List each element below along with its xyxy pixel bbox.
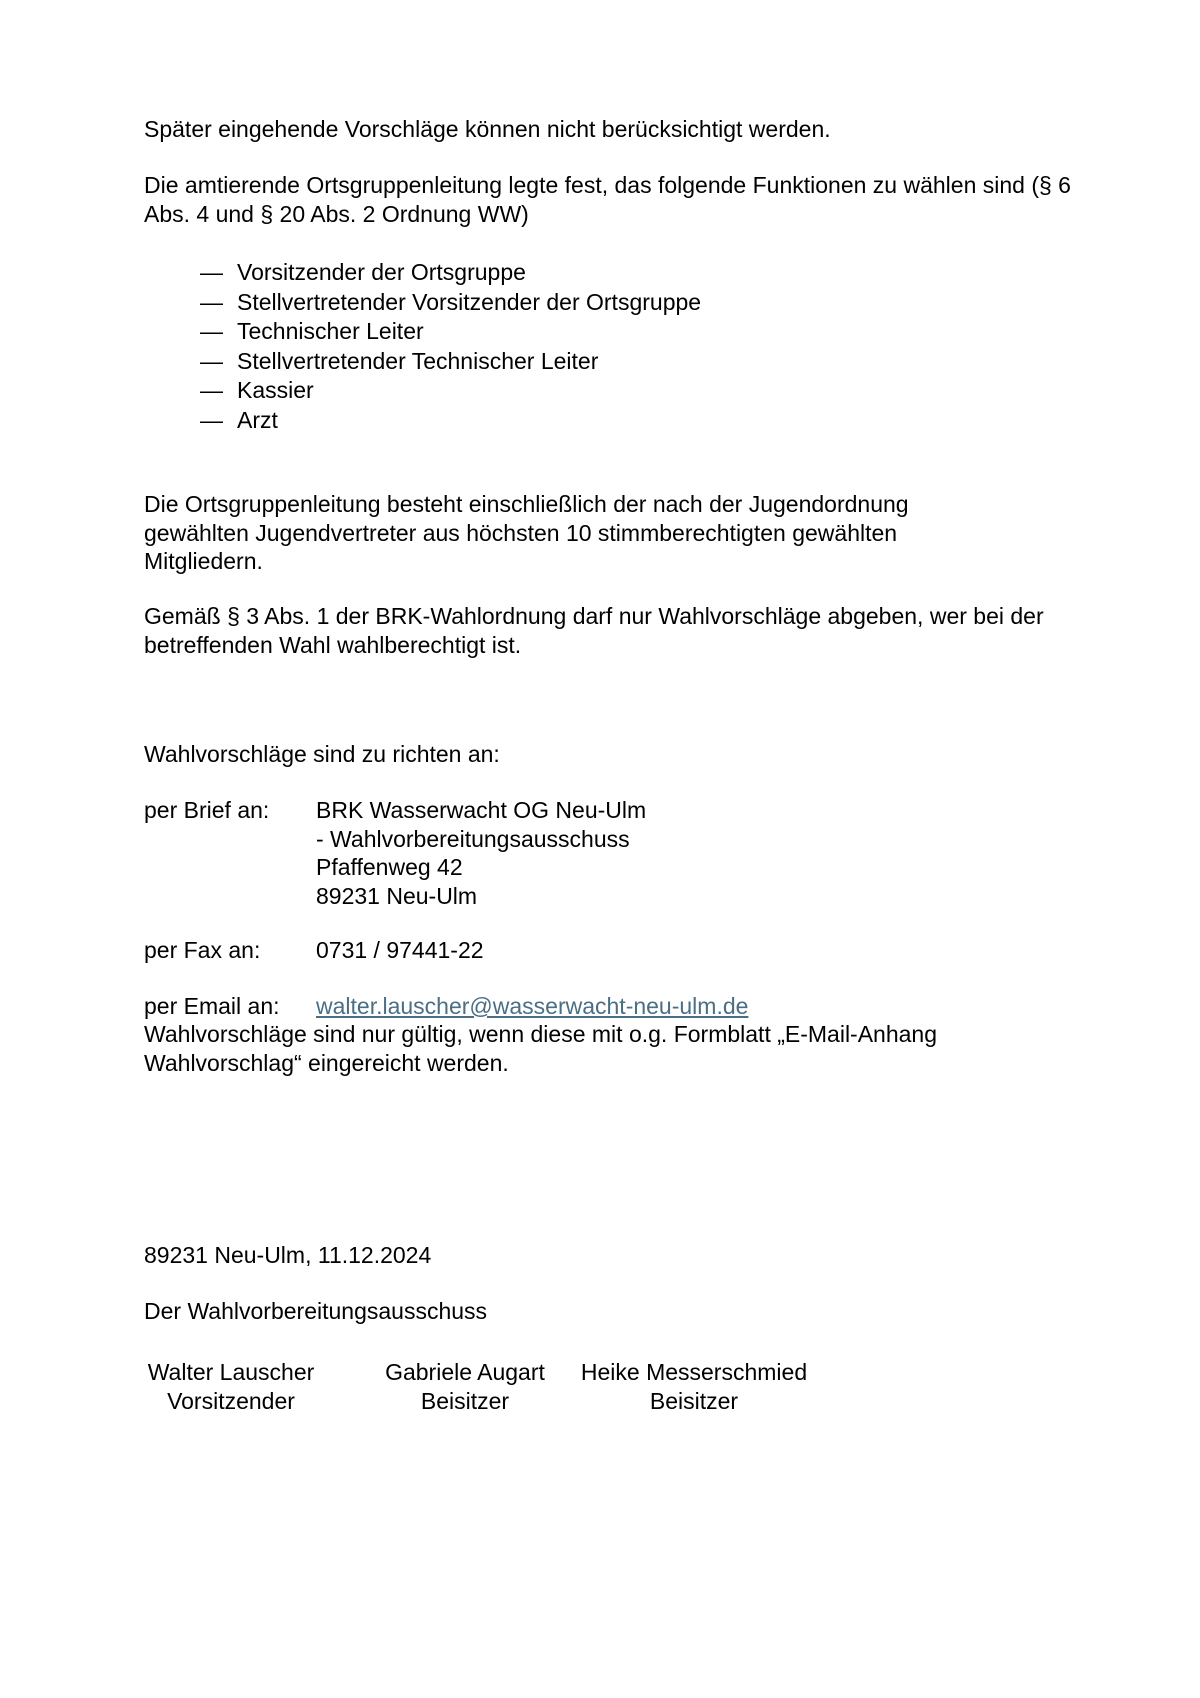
list-item-label: Vorsitzender der Ortsgruppe [237, 259, 526, 285]
address-line: BRK Wasserwacht OG Neu-Ulm [316, 797, 647, 823]
list-item-label: Stellvertretender Vorsitzender der Ortsgruppe [237, 288, 702, 315]
letter-label: per Brief an: [144, 797, 270, 823]
list-item-label: Arzt [237, 406, 278, 433]
eligibility-note: Gemäß § 3 Abs. 1 der BRK-Wahlordnung darf nur Wahlvorschläge abgeben, wer bei der betreffenden Wahl wahlberechtigt ist. [144, 603, 1044, 658]
signatory-name: Heike Messerschmied [580, 1359, 808, 1385]
signatory-name: Walter Lauscher [147, 1359, 315, 1385]
address-line: - Wahlvorbereitungsausschuss [316, 825, 630, 852]
signature-block [144, 1358, 318, 1415]
dash-bullet: — [200, 347, 223, 374]
signatory-role: Vorsitzender [167, 1387, 295, 1414]
email-label: per Email an: [144, 993, 280, 1019]
validity-note: Wahlvorschläge sind nur gültig, wenn diese mit o.g. Formblatt „E-Mail-Anhang Wahlvorschlag“ eingereicht werden. [144, 1021, 938, 1076]
leadership-composition: Die Ortsgruppenleitung besteht einschließlich der nach der Jugendordnung gewählten Jugendvertreter aus höchsten 10 stimmberechtigten gewählten Mitgliedern. [144, 491, 909, 574]
address-line: Pfaffenweg 42 [316, 854, 463, 880]
list-item [200, 258, 701, 288]
signatory-role: Beisitzer [649, 1387, 739, 1414]
list-item [200, 406, 701, 436]
signatory-role: Beisitzer [420, 1387, 510, 1414]
email-link[interactable]: walter.lauscher@wasserwacht-neu-ulm.de [316, 993, 749, 1019]
dash-bullet: — [200, 288, 223, 315]
list-item-label: Technischer Leiter [237, 318, 424, 344]
address-line: 89231 Neu-Ulm [316, 882, 478, 909]
dash-bullet: — [200, 406, 223, 433]
letter-address-row [144, 796, 646, 910]
signatory-name: Gabriele Augart [385, 1359, 545, 1385]
submission-heading: Wahlvorschläge sind zu richten an: [144, 741, 500, 767]
fax-number: 0731 / 97441-22 [316, 937, 484, 963]
dash-bullet: — [200, 377, 223, 403]
functions-intro: Die amtierende Ortsgruppenleitung legte fest, das folgende Funktionen zu wählen sind (§ 6 Abs. 4 und § 20 Abs. 2 Ordnung WW) [144, 172, 1071, 227]
list-item [200, 317, 701, 347]
late-submissions-note: Später eingehende Vorschläge können nicht berücksichtigt werden. [144, 116, 831, 142]
list-item [200, 347, 701, 377]
fax-row [144, 936, 484, 965]
signature-block [372, 1358, 558, 1415]
list-item [200, 376, 701, 406]
postal-address [316, 796, 646, 910]
fax-label: per Fax an: [144, 937, 261, 963]
list-item-label: Kassier [237, 377, 314, 403]
dash-bullet: — [200, 259, 223, 285]
email-row [144, 992, 748, 1021]
functions-list [200, 258, 701, 435]
list-item [200, 288, 701, 318]
signature-block [574, 1358, 814, 1415]
list-item-label: Stellvertretender Technischer Leiter [237, 347, 599, 374]
committee-name: Der Wahlvorbereitungsausschuss [144, 1298, 488, 1324]
place-date: 89231 Neu-Ulm, 11.12.2024 [144, 1242, 432, 1268]
dash-bullet: — [200, 318, 223, 344]
